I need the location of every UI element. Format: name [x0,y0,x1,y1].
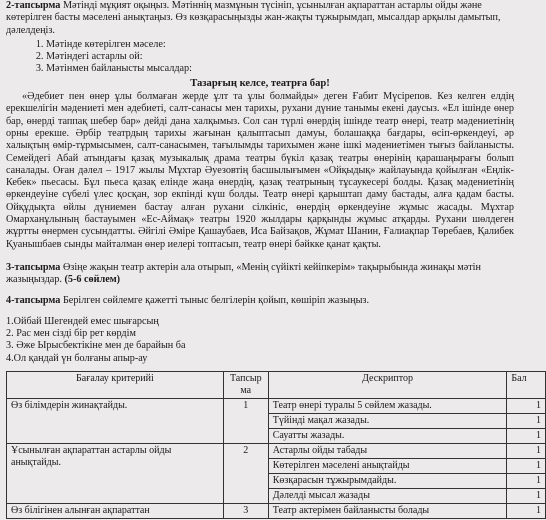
task3-note: (5-6 сөйлем) [64,274,121,286]
sentence-item: 1.Ойбай Шегендей емес шығарсың [6,315,159,327]
header-score: Бал [507,372,546,399]
task-number-cell: 2 [223,444,268,504]
table-row [7,504,546,519]
table-row [7,399,546,414]
question-item: 3. Мәтінмен байланысты мысалдар: [46,63,514,75]
task4-label: 4-тапсырма [6,294,61,306]
score-cell: 1 [507,459,546,474]
score-cell: 1 [507,489,546,504]
text-title: Тазарғың келсе, театрға бар! [190,77,330,89]
task-number-cell: 1 [223,399,268,444]
question-item: 1. Мәтінде көтерілген мәселе: [46,39,514,51]
task2-label: 2-тапсырма [6,0,61,11]
descriptor-cell: Түйінді мақал жазады. [268,414,507,429]
header-descriptor: Дескриптор [268,372,507,399]
criterion-cell: Өз білімдерін жинақтайды. [7,399,224,444]
task4-sentence-list [6,316,514,365]
sentence-item: 3. Әже Ырысбектікіне мен де барайын ба [6,340,186,352]
descriptor-cell: Астарлы ойды табады [268,444,507,459]
score-cell: 1 [507,504,546,519]
task4-paragraph [6,295,514,307]
task3-instruction: Өзіңе жақын театр актерін ала отырып, «Менің сүйікті кейіпкерім» тақырыбында жинақы мәтін жазыңыздар. [6,261,481,286]
score-cell: 1 [507,399,546,414]
table-header-row [7,372,546,399]
criterion-cell: Ұсынылған ақпараттан астарлы ойды анықтайды. [7,444,224,504]
task3-label: 3-тапсырма [6,261,61,273]
task-number-cell: 3 [223,504,268,519]
sentence-item: 4.Ол қандай үн болғаны апыр-ау [6,352,148,364]
score-cell: 1 [507,414,546,429]
score-cell: 1 [507,474,546,489]
task2-question-list [6,39,514,76]
score-cell: 1 [507,444,546,459]
descriptor-cell: Театр өнері туралы 5 сөйлем жазады. [268,399,507,414]
task4-instruction: Берілген сөйлемге қажетті тыныс белгілерін қойып, көшіріп жазыңыз. [62,294,369,306]
sentence-item: 2. Рас мен сізді бір рет көрдім [6,328,136,340]
header-task: Тапсыр ма [223,372,268,399]
task2-instruction: Мәтінді мұқият оқыңыз. Мәтіннің мазмұнын түсініп, ұсынылған ақпараттан астарлы ойды және көтерілген басты мәселені анықтаңыз. Өз көзқарасыңызды жан-жақты тұжырымдап, мысалдар арқылы дамытып, дәлелдеңіз. [6,0,501,36]
header-criterion: Бағалау критерийі [7,372,224,399]
descriptor-cell: Көтерілген мәселені анықтайды [268,459,507,474]
descriptor-cell: Театр актерімен байланысты болады [268,504,507,519]
table-row [7,444,546,459]
assessment-table [6,371,546,519]
text-body: «Әдебиет пен өнер ұлы болмаған жерде ұлт та ұлы болмайды» деген Ғабит Мүсірепов. Кез келген елдің ерекшелігін мәдениеті мен әдебиеті, салт-санасы мен тарихы, рухани дүние танымы екені даусыз. «Ел ішінде өнер бар, өнерді таппақ шебер бар» дейді дана халқымыз. Сол сан түрлі өнердің ішінде театр өнері, театр мәдениетінің орны ерекше. Әрбір театрдың тарихы жағынан қалыптасып дамуы, болашаққа бағдары, өсіп-өркендеуі, әр халықтың өмір-тұрмысымен, салт-санасымен, тағылымды тарихымен және ішкі мәдениетімен тығыз байланысты. Семейдегі Абай атындағы қазақ музыкалық драма театры бүкіл қазақ театры өнерінің қарашаңырағы болып саналады. Оған дәлел – 1917 жылы Мұхтар Әуезовтің басшылығымен «Ойқыдық» жайлауында қойылған «Еңлік-Кебек» пьесасы. Бұл пьеса қазақ елінде жаңа өнердің, қазақ театрының тұсаукесері болды. Қазақ мәдениетінің өркендеуіне сүбелі үлес қосқан, зор екпінді күш болды. Театр өнері қарыштап даму бастады, алға қадам басты. Ойқұдықта өйлы дүниемен бастау алған рухани сілкініс, өнердің өркендеуіне жұмыс жасады. Мұхтар Омарханұлының бастауымен «Ес-Аймақ» театры 1920 жылдары қарқынды жұмыс атқарды. Рухани шөлдеген жұртты өнермен сусындатты. Әйгілі Әміре Қашаубаев, Иса Байзақов, Жұмат Шанин, Ғалиақпар Төребаев, Қалибек Қуанышбаев сынды майталман өнер иелері топтасып, театр өнері бәйкке қанат қақты. [6,91,514,250]
descriptor-cell: Көзқарасын тұжырымдайды. [268,474,507,489]
task2-paragraph [6,0,514,37]
question-item: 2. Мәтіндегі астарлы ой: [46,51,514,63]
criterion-cell: Өз білігінен алынған ақпараттан [7,504,224,519]
score-cell: 1 [507,429,546,444]
descriptor-cell: Дәлелді мысал жазады [268,489,507,504]
descriptor-cell: Сауатты жазады. [268,429,507,444]
task3-paragraph [6,262,514,287]
